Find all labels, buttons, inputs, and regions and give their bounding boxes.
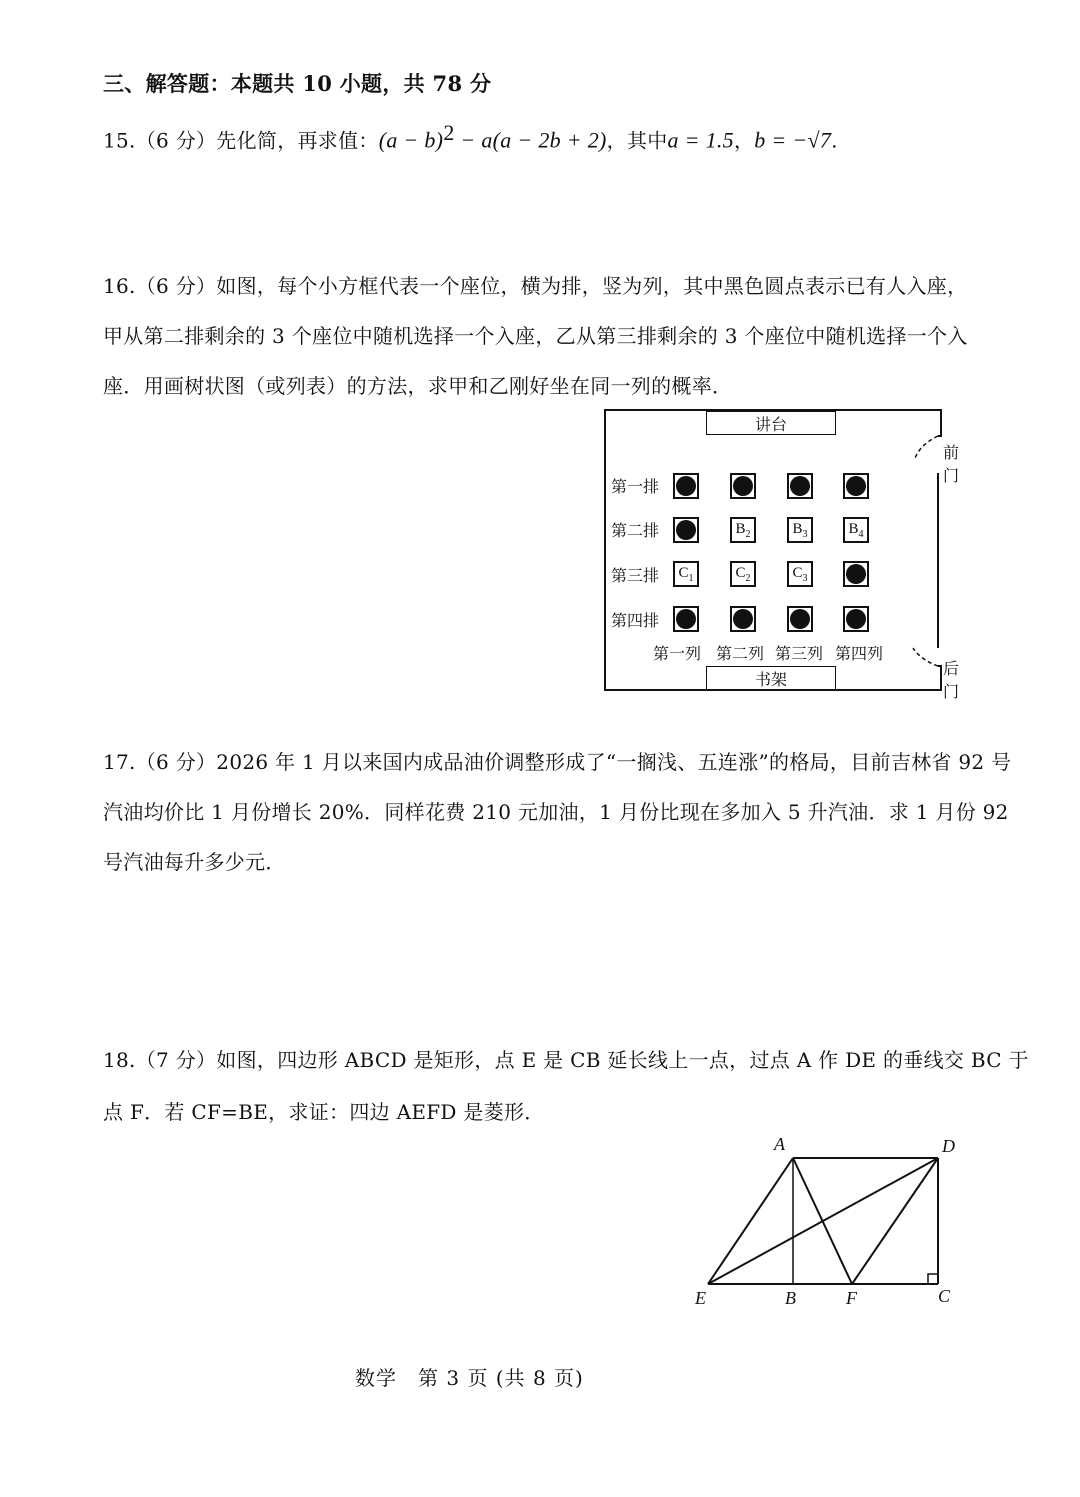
occupied-seat <box>843 473 869 499</box>
occupied-dot-icon <box>846 476 866 496</box>
q15-end: . <box>831 128 838 153</box>
occupied-dot-icon <box>790 609 810 629</box>
column-label-1: 第一列 <box>653 644 702 663</box>
q15-a-value: a = 1.5 <box>667 127 734 153</box>
label-d: D <box>942 1136 955 1156</box>
seat-label: $C_2$ <box>735 564 751 584</box>
geometry-diagram <box>690 1132 970 1317</box>
occupied-dot-icon <box>676 520 696 540</box>
segment-ae <box>708 1158 793 1284</box>
q16-line-1: 16.（6 分）如图，每个小方框代表一个座位，横为排，竖为列，其中黑色圆点表示已有人入座， <box>103 274 968 298</box>
empty-seat-b2 <box>730 517 756 543</box>
seat-label: $B_3$ <box>792 520 808 540</box>
q15-sep: ， <box>733 128 755 153</box>
seat-label: $C_1$ <box>678 564 694 584</box>
podium-box: 讲台 <box>706 411 836 435</box>
occupied-seat <box>730 606 756 632</box>
column-label-4: 第四列 <box>835 644 884 663</box>
q18-line-2: 点 F．若 CF=BE，求证：四边 AEFD 是菱形． <box>103 1100 545 1124</box>
bookshelf-box: 书架 <box>706 666 836 690</box>
empty-seat-c2 <box>730 561 756 587</box>
occupied-seat <box>843 561 869 587</box>
row-label-3: 第三排 <box>611 566 660 585</box>
row-label-1: 第一排 <box>611 477 660 496</box>
q15-b-value: b = −√7 <box>754 127 832 153</box>
empty-seat-b3 <box>787 517 813 543</box>
row-label-4: 第四排 <box>611 611 660 630</box>
label-a: A <box>774 1134 785 1154</box>
classroom-figure <box>603 408 960 701</box>
occupied-seat <box>730 473 756 499</box>
segment-df <box>852 1158 938 1284</box>
front-door-label: 前门 <box>943 443 960 485</box>
occupied-dot-icon <box>846 564 866 584</box>
occupied-dot-icon <box>846 609 866 629</box>
section-heading: 三、解答题：本题共 10 小题，共 78 分 <box>103 71 492 96</box>
question-15 <box>103 120 838 154</box>
q16-line-3: 座．用画树状图（或列表）的方法，求甲和乙刚好坐在同一列的概率． <box>103 374 733 398</box>
occupied-dot-icon <box>790 476 810 496</box>
occupied-seat <box>787 606 813 632</box>
occupied-dot-icon <box>733 476 753 496</box>
page-footer: 数学 第 3 页 (共 8 页) <box>355 1366 584 1390</box>
row-label-2: 第二排 <box>611 521 660 540</box>
seat-label: $C_3$ <box>792 564 808 584</box>
label-c: C <box>938 1286 951 1306</box>
rectangle-figure <box>690 1132 970 1317</box>
label-b: B <box>785 1288 796 1308</box>
occupied-seat <box>673 517 699 543</box>
empty-seat-c1 <box>673 561 699 587</box>
occupied-dot-icon <box>733 609 753 629</box>
column-label-2: 第二列 <box>716 644 765 663</box>
segment-de <box>708 1158 938 1284</box>
seat-label: $B_2$ <box>735 520 751 540</box>
column-label-3: 第三列 <box>775 644 824 663</box>
q15-expr-a: (a − b) <box>378 127 444 153</box>
q15-prefix: 15.（6 分）先化简，再求值： <box>103 128 379 153</box>
q17-line-1: 17.（6 分）2026 年 1 月以来国内成品油价调整形成了“一搁浅、五连涨”的格局，目前吉林省 92 号 <box>103 750 1012 774</box>
back-door-label: 后门 <box>943 659 960 701</box>
right-angle-mark <box>928 1274 938 1284</box>
q15-exponent: 2 <box>443 120 455 145</box>
q17-line-3: 号汽油每升多少元． <box>103 850 286 874</box>
label-e: E <box>695 1288 706 1308</box>
q16-line-2: 甲从第二排剩余的 3 个座位中随机选择一个入座，乙从第三排剩余的 3 个座位中随机选择一个入 <box>103 324 968 348</box>
empty-seat-c3 <box>787 561 813 587</box>
occupied-dot-icon <box>676 609 696 629</box>
q18-line-1: 18.（7 分）如图，四边形 ABCD 是矩形，点 E 是 CB 延长线上一点，过点 A 作 DE 的垂线交 BC 于 <box>103 1048 1029 1072</box>
occupied-seat <box>787 473 813 499</box>
q17-line-2: 汽油均价比 1 月份增长 20%．同样花费 210 元加油，1 月份比现在多加入 5 升汽油．求 1 月份 92 <box>103 800 1009 824</box>
q15-expr-b: − a(a − 2b + 2) <box>454 127 607 153</box>
q15-middle: ，其中 <box>606 128 668 153</box>
label-f: F <box>846 1288 857 1308</box>
empty-seat-b4 <box>843 517 869 543</box>
occupied-dot-icon <box>676 476 696 496</box>
occupied-seat <box>843 606 869 632</box>
seat-label: $B_4$ <box>848 520 864 540</box>
occupied-seat <box>673 606 699 632</box>
occupied-seat <box>673 473 699 499</box>
